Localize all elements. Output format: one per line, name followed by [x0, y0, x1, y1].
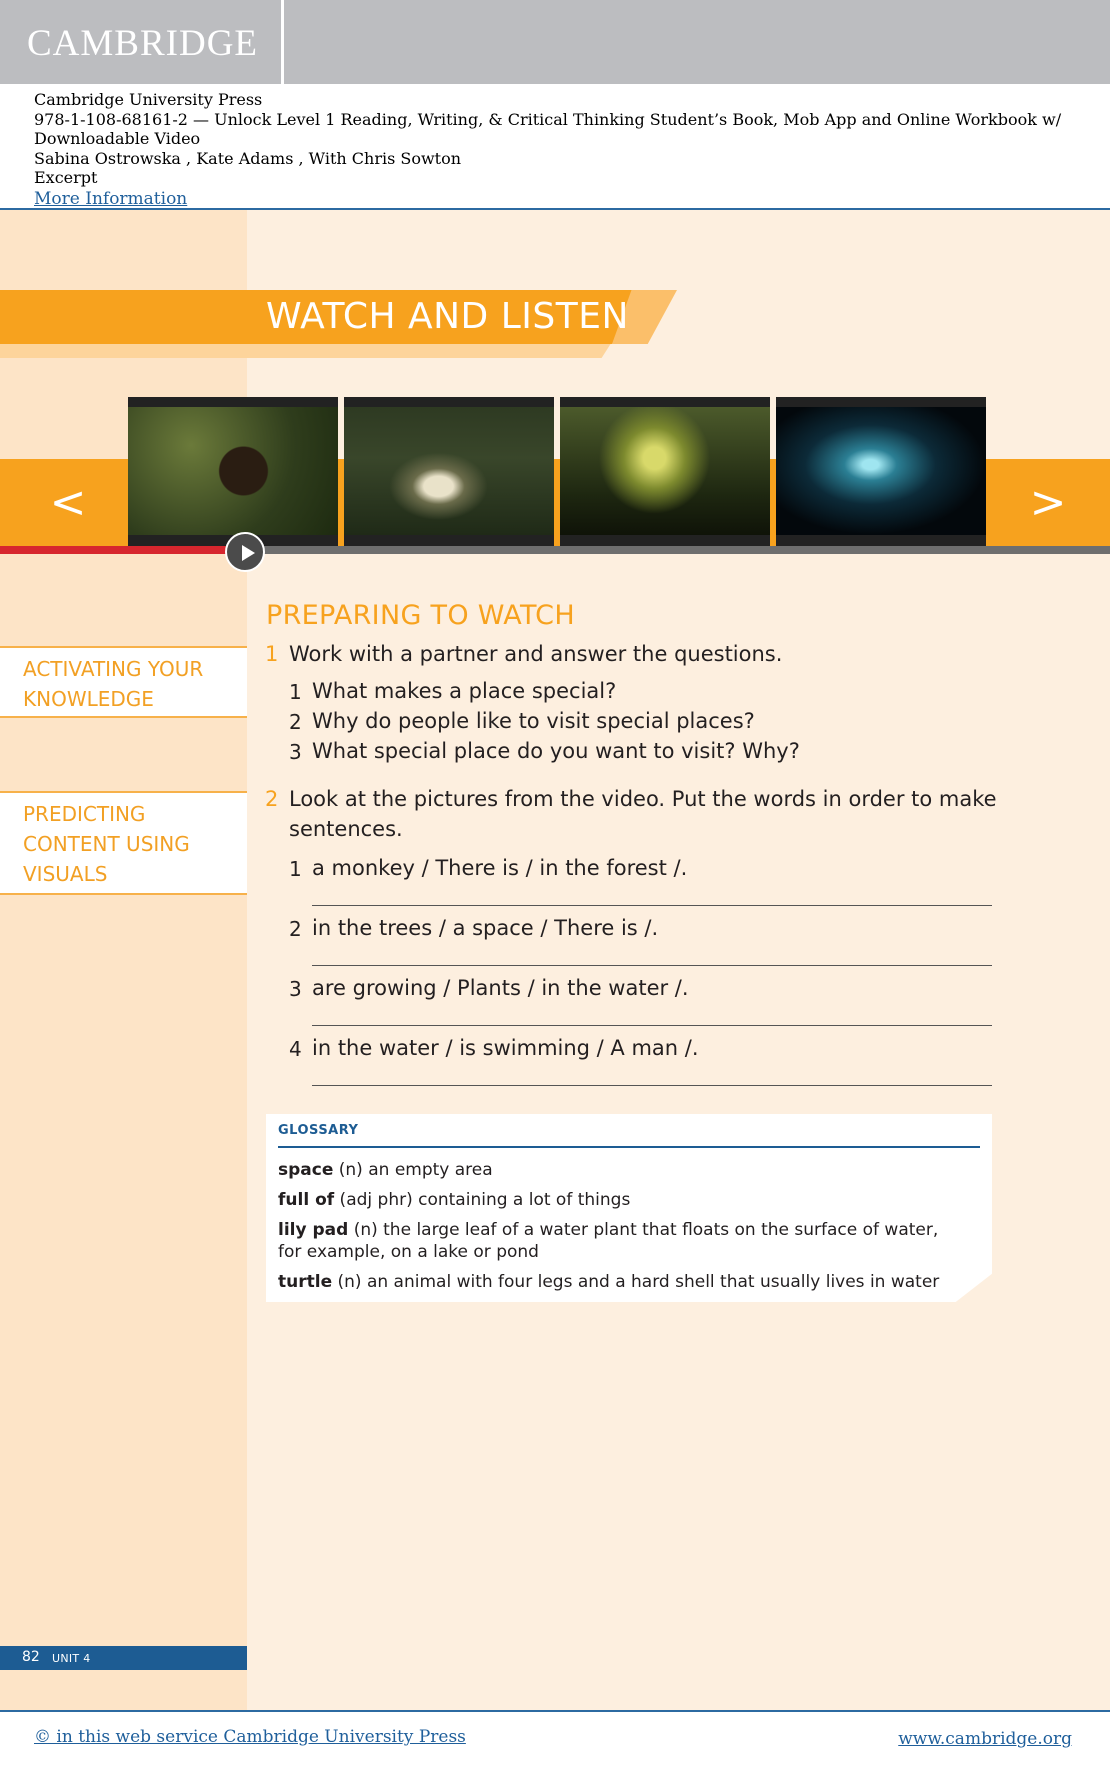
- glossary-rule: [278, 1146, 980, 1148]
- chevron-right-icon[interactable]: >: [1029, 477, 1067, 528]
- skill-label-line: VISUALS: [23, 862, 108, 886]
- exercise-2-number: 2: [265, 787, 279, 811]
- answer-line[interactable]: [312, 1085, 992, 1086]
- answer-line[interactable]: [312, 965, 992, 966]
- skill-label-line: CONTENT USING: [23, 832, 190, 856]
- isbn-title-cont: Downloadable Video: [34, 129, 201, 148]
- video-thumbnail-plants[interactable]: [560, 397, 770, 547]
- exercise-1-instruction: Work with a partner and answer the questions.: [289, 642, 783, 666]
- glossary-title: GLOSSARY: [278, 1123, 359, 1138]
- footer-rule: [0, 1710, 1110, 1712]
- isbn-title: 978-1-108-68161-2 — Unlock Level 1 Reading, Writing, & Critical Thinking Student’s Book, Mob App and Online Workbook w/: [34, 109, 1062, 129]
- website-link[interactable]: www.cambridge.org: [898, 1729, 1072, 1749]
- scrambled-sentence: a monkey / There is / in the forest /.: [312, 856, 688, 880]
- page-number-bar: [0, 1646, 247, 1670]
- scrambled-sentence: in the water / is swimming / A man /.: [312, 1036, 699, 1060]
- question-number: 1: [289, 680, 302, 704]
- glossary-term: lily pad: [278, 1220, 349, 1240]
- question-number: 3: [289, 740, 302, 764]
- chevron-left-icon[interactable]: <: [49, 477, 87, 528]
- skill-label-line: PREDICTING: [23, 802, 146, 826]
- cambridge-logo: CAMBRIDGE: [27, 23, 259, 64]
- answer-line[interactable]: [312, 905, 992, 906]
- skill-label-line: KNOWLEDGE: [23, 687, 154, 711]
- question-number: 2: [289, 710, 302, 734]
- item-number: 4: [289, 1037, 302, 1061]
- glossary-entry: [278, 1272, 939, 1292]
- play-icon[interactable]: [225, 532, 265, 572]
- glossary-entry: [278, 1160, 493, 1180]
- header-bar: [0, 0, 1110, 84]
- video-progress-bar[interactable]: [0, 546, 1110, 554]
- skill-label-line: ACTIVATING YOUR: [23, 657, 204, 681]
- glossary-definition: (n) an animal with four legs and a hard shell that usually lives in water: [332, 1272, 940, 1292]
- glossary-term: space: [278, 1160, 334, 1180]
- copyright-link[interactable]: © in this web service Cambridge University Press: [34, 1727, 466, 1747]
- skill-box-activating-knowledge: [0, 646, 247, 718]
- glossary-definition: for example, on a lake or pond: [278, 1242, 539, 1262]
- scrambled-sentence: in the trees / a space / There is /.: [312, 916, 659, 940]
- glossary-entry-cont: [278, 1242, 539, 1262]
- scrambled-sentence: are growing / Plants / in the water /.: [312, 976, 689, 1000]
- item-number: 3: [289, 977, 302, 1001]
- question-text: What special place do you want to visit? Why?: [312, 739, 800, 763]
- glossary-definition: (adj phr) containing a lot of things: [334, 1190, 631, 1210]
- book-metadata: [34, 90, 1061, 209]
- section-heading: PREPARING TO WATCH: [266, 600, 575, 631]
- exercise-2-instruction-cont: sentences.: [289, 817, 403, 841]
- video-progress-fill: [0, 546, 244, 554]
- publisher: Cambridge University Press: [34, 90, 263, 109]
- more-information-link[interactable]: More Information: [34, 188, 188, 209]
- glossary-entry: [278, 1220, 938, 1240]
- answer-line[interactable]: [312, 1025, 992, 1026]
- logo-divider: [281, 0, 284, 84]
- video-thumbnail-monkey[interactable]: [128, 397, 338, 547]
- skill-box-predicting-content: [0, 791, 247, 895]
- glossary-term: full of: [278, 1190, 335, 1210]
- unit-label: UNIT 4: [52, 1652, 91, 1665]
- question-text: Why do people like to visit special places?: [312, 709, 755, 733]
- glossary-entry: [278, 1190, 630, 1210]
- glossary-definition: (n) an empty area: [333, 1160, 493, 1180]
- glossary-definition: (n) the large leaf of a water plant that floats on the surface of water,: [348, 1220, 939, 1240]
- glossary-term: turtle: [278, 1272, 333, 1292]
- question-text: What makes a place special?: [312, 679, 617, 703]
- video-thumbnail-underwater[interactable]: [776, 397, 986, 547]
- excerpt-label: Excerpt: [34, 168, 98, 187]
- exercise-2-instruction: Look at the pictures from the video. Put the words in order to make: [289, 787, 997, 811]
- page-number: 82: [22, 1649, 40, 1665]
- banner-title: WATCH AND LISTEN: [266, 296, 629, 337]
- item-number: 2: [289, 917, 302, 941]
- item-number: 1: [289, 857, 302, 881]
- authors: Sabina Ostrowska , Kate Adams , With Chris Sowton: [34, 148, 462, 168]
- exercise-1-number: 1: [265, 642, 279, 666]
- video-thumbnail-forest[interactable]: [344, 397, 554, 547]
